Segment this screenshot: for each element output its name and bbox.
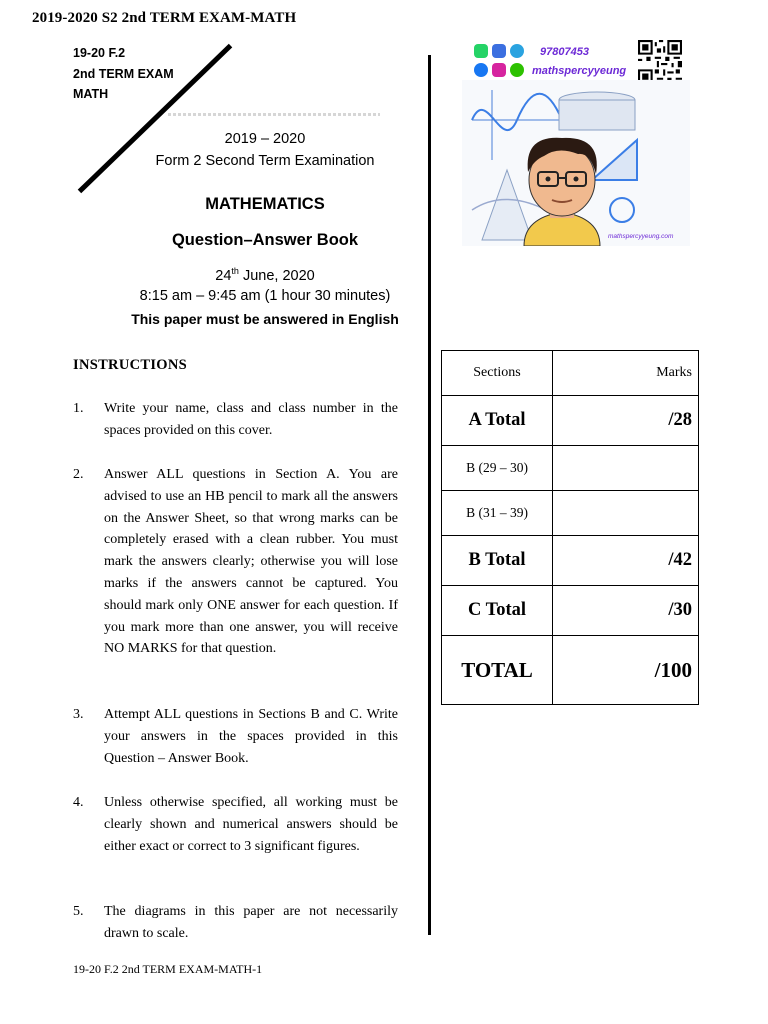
marks-cell: [553, 446, 699, 491]
header-sections: Sections: [442, 351, 553, 396]
exam-year: 2019 – 2020: [224, 131, 306, 147]
stamp-line-exam: 2nd TERM EXAM: [73, 67, 174, 81]
column-divider: [428, 55, 431, 935]
marks-table: [441, 350, 699, 705]
social-row-top: [474, 42, 589, 60]
stamp-line-subject: MATH: [73, 87, 109, 101]
marks-cell: /42: [553, 536, 699, 586]
table-row: [442, 491, 699, 536]
section-cell: A Total: [442, 396, 553, 446]
instructions-heading: INSTRUCTIONS: [73, 357, 187, 373]
faint-covered-text: [168, 110, 380, 118]
document-header-title: 2019-2020 S2 2nd TERM EXAM-MATH: [32, 10, 297, 26]
facebook-icon: [474, 63, 488, 77]
instruction-item: 5. The diagrams in this paper are not necessarily drawn to scale.: [73, 904, 398, 941]
social-handle: mathspercyyeung: [532, 65, 627, 77]
wechat-icon: [510, 63, 524, 77]
qr-code-icon: [638, 40, 682, 84]
instruction-item: 4. Unless otherwise specified, all working must be clearly shown and numerical answers should be either exact or correct to 3 significant figures.: [73, 795, 398, 854]
header-marks: Marks: [553, 351, 699, 396]
section-cell: B (29 – 30): [442, 446, 553, 491]
marks-cell: /30: [553, 586, 699, 636]
stamp-line-class: 19-20 F.2: [73, 46, 126, 60]
brand-logo: [462, 40, 690, 246]
section-cell: TOTAL: [442, 636, 553, 705]
section-cell: C Total: [442, 586, 553, 636]
page-footer: 19-20 F.2 2nd TERM EXAM-MATH-1: [73, 962, 263, 976]
whatsapp-icon: [474, 44, 488, 58]
instruction-item: 2. Answer ALL questions in Section A. You are advised to use an HB pencil to mark all the answers on the Answer Sheet, so that wrong marks can be completely erased with a clean rubber. You must mark the answers clearly; otherwise you will lose marks if the answers cannot be captured. You should mark only ONE answer for each question. If you mark more than one answer, you will receive NO MARKS for that question.: [73, 467, 398, 657]
phone-number: 97807453: [540, 46, 589, 58]
book-title: Question–Answer Book: [171, 231, 359, 249]
telegram-icon: [510, 44, 524, 58]
marks-cell: [553, 491, 699, 536]
language-note: This paper must be answered in English: [131, 311, 399, 327]
table-row: [442, 446, 699, 491]
exam-time: 8:15 am – 9:45 am (1 hour 30 minutes): [139, 288, 391, 304]
section-cell: B (31 – 39): [442, 491, 553, 536]
social-row-bottom: [474, 61, 626, 79]
instruction-item: 3. Attempt ALL questions in Sections B and C. Write your answers in the spaces provided in this Question – Answer Book.: [73, 707, 398, 766]
subject-title: MATHEMATICS: [205, 195, 325, 213]
marks-cell: /28: [553, 396, 699, 446]
math-avatar-illustration: [462, 80, 690, 246]
table-row-total: [442, 636, 699, 705]
exam-date: 24th June, 2020: [215, 266, 315, 284]
logo-website: mathspercyyeung.com: [608, 233, 674, 240]
table-row: [442, 586, 699, 636]
exam-name: Form 2 Second Term Examination: [155, 153, 375, 169]
table-header-row: [442, 351, 699, 396]
table-row: [442, 396, 699, 446]
marks-cell: /100: [553, 636, 699, 705]
signal-icon: [492, 44, 506, 58]
table-row: [442, 536, 699, 586]
instagram-icon: [492, 63, 506, 77]
instruction-item: 1. Write your name, class and class number in the spaces provided on this cover.: [73, 401, 398, 438]
section-cell: B Total: [442, 536, 553, 586]
